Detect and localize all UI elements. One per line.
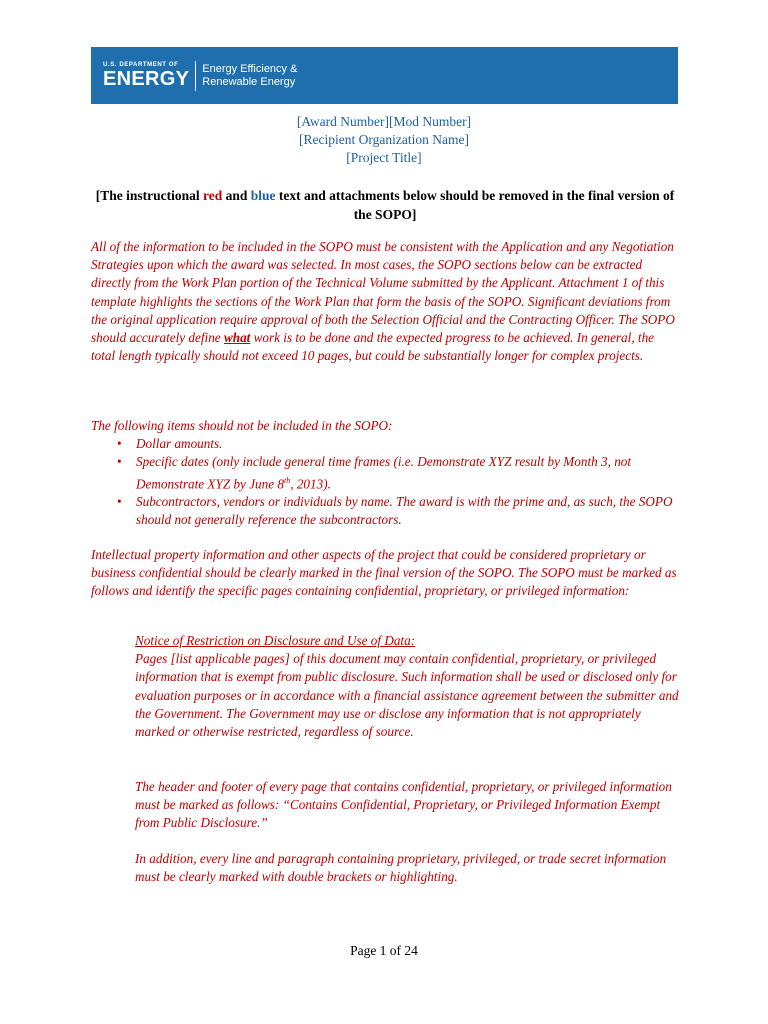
- exclusion-list: [91, 435, 681, 529]
- header-footer-instruction: [135, 778, 681, 833]
- bullet2-text-end: , 2013).: [290, 476, 331, 491]
- instruction-red-word: red: [202, 188, 223, 203]
- notice-body: Pages [list applicable pages] of this document may contain confidential, proprietary, or privileged information that is exempt from public disclosure. Such information shall be used or disclosed only for evaluation purposes or in accordance with a financial assistance agreement between the submitter and the Government. The Government may use or disclose any information that is not appropriately marked or otherwise restricted, regardless of source.: [135, 651, 679, 740]
- doe-logo: [103, 61, 297, 91]
- instruction-heading: [92, 186, 678, 224]
- sopo-intro-paragraph: [91, 238, 681, 365]
- instruction-blue-word: blue: [250, 188, 276, 203]
- office-line-2: Renewable Energy: [202, 75, 296, 88]
- instruction-text-1: [The instructional: [95, 188, 203, 203]
- project-title-line: [Project Title]: [346, 150, 422, 165]
- ip-text: Intellectual property information and other aspects of the project that could be considered proprietary or business confidential should be clearly marked in the final version of the SOPO. The SOPO must be marked as follows and identify the specific pages containing confidential, proprietary, or privileged information:: [91, 547, 677, 599]
- doe-eere-banner: [91, 47, 678, 104]
- page-number: Page 1 of 24: [350, 943, 418, 958]
- office-name: [202, 63, 297, 89]
- notice-heading: Notice of Restriction on Disclosure and Use of Data:: [135, 633, 416, 648]
- header-footer-text: The header and footer of every page that contains confidential, proprietary, or privileged information must be marked as follows: “Contains Confidential, Proprietary, or Privileged Information Exempt from Public Disclosure.”: [135, 779, 672, 831]
- bullet2-text: Specific dates (only include general time frames (i.e. Demonstrate XYZ result by Month 3, not Demonstrate XYZ by June 8: [136, 454, 632, 491]
- list-item: • Dollar amounts.: [136, 435, 681, 453]
- logo-divider: [195, 61, 196, 91]
- para1-text-before: All of the information to be included in the SOPO must be consistent with the Application and any Negotiation Strategies upon which the award was selected. In most cases, the SOPO sections below can be extracted directly from the Work Plan portion of the Technical Volume submitted by the Applicant. Attachment 1 of this template highlights the sections of the Work Plan that form the basis of the SOPO. Significant deviations from the original application require approval of both the Selection Official and the Contracting Officer. The SOPO should accurately define: [91, 239, 675, 346]
- agency-wordmark: ENERGY: [103, 68, 190, 90]
- list-item: [136, 453, 681, 493]
- recipient-org-line: [Recipient Organization Name]: [299, 132, 469, 147]
- list-intro: The following items should not be included in the SOPO:: [91, 418, 393, 433]
- para1-emphasis: what: [223, 330, 251, 346]
- exclusion-list-section: [91, 417, 681, 530]
- para1-text-after: work is to be done and the expected progress to be achieved. In general, the total length typically should not exceed 10 pages, but could be substantially longer for complex projects.: [91, 330, 655, 364]
- instruction-text-3: text and attachments below should be removed in the final version of the SOPO]: [275, 188, 675, 222]
- office-line-1: Energy Efficiency &: [202, 62, 298, 75]
- notice-block: [135, 632, 681, 741]
- marking-text: In addition, every line and paragraph containing proprietary, privileged, or trade secret information must be clearly marked with double brackets or highlighting.: [135, 851, 667, 885]
- agency-small-text: U.S. DEPARTMENT OF: [103, 62, 179, 68]
- marking-instruction: [135, 850, 681, 886]
- ip-paragraph: [91, 546, 681, 601]
- bullet2-superscript: th: [283, 475, 291, 485]
- award-number-line: [Award Number][Mod Number]: [296, 114, 472, 129]
- instruction-text-2: and: [222, 188, 251, 203]
- list-item: • Subcontractors, vendors or individuals by name. The award is with the prime and, as such, the SOPO should not generally reference the subcontractors.: [136, 493, 681, 529]
